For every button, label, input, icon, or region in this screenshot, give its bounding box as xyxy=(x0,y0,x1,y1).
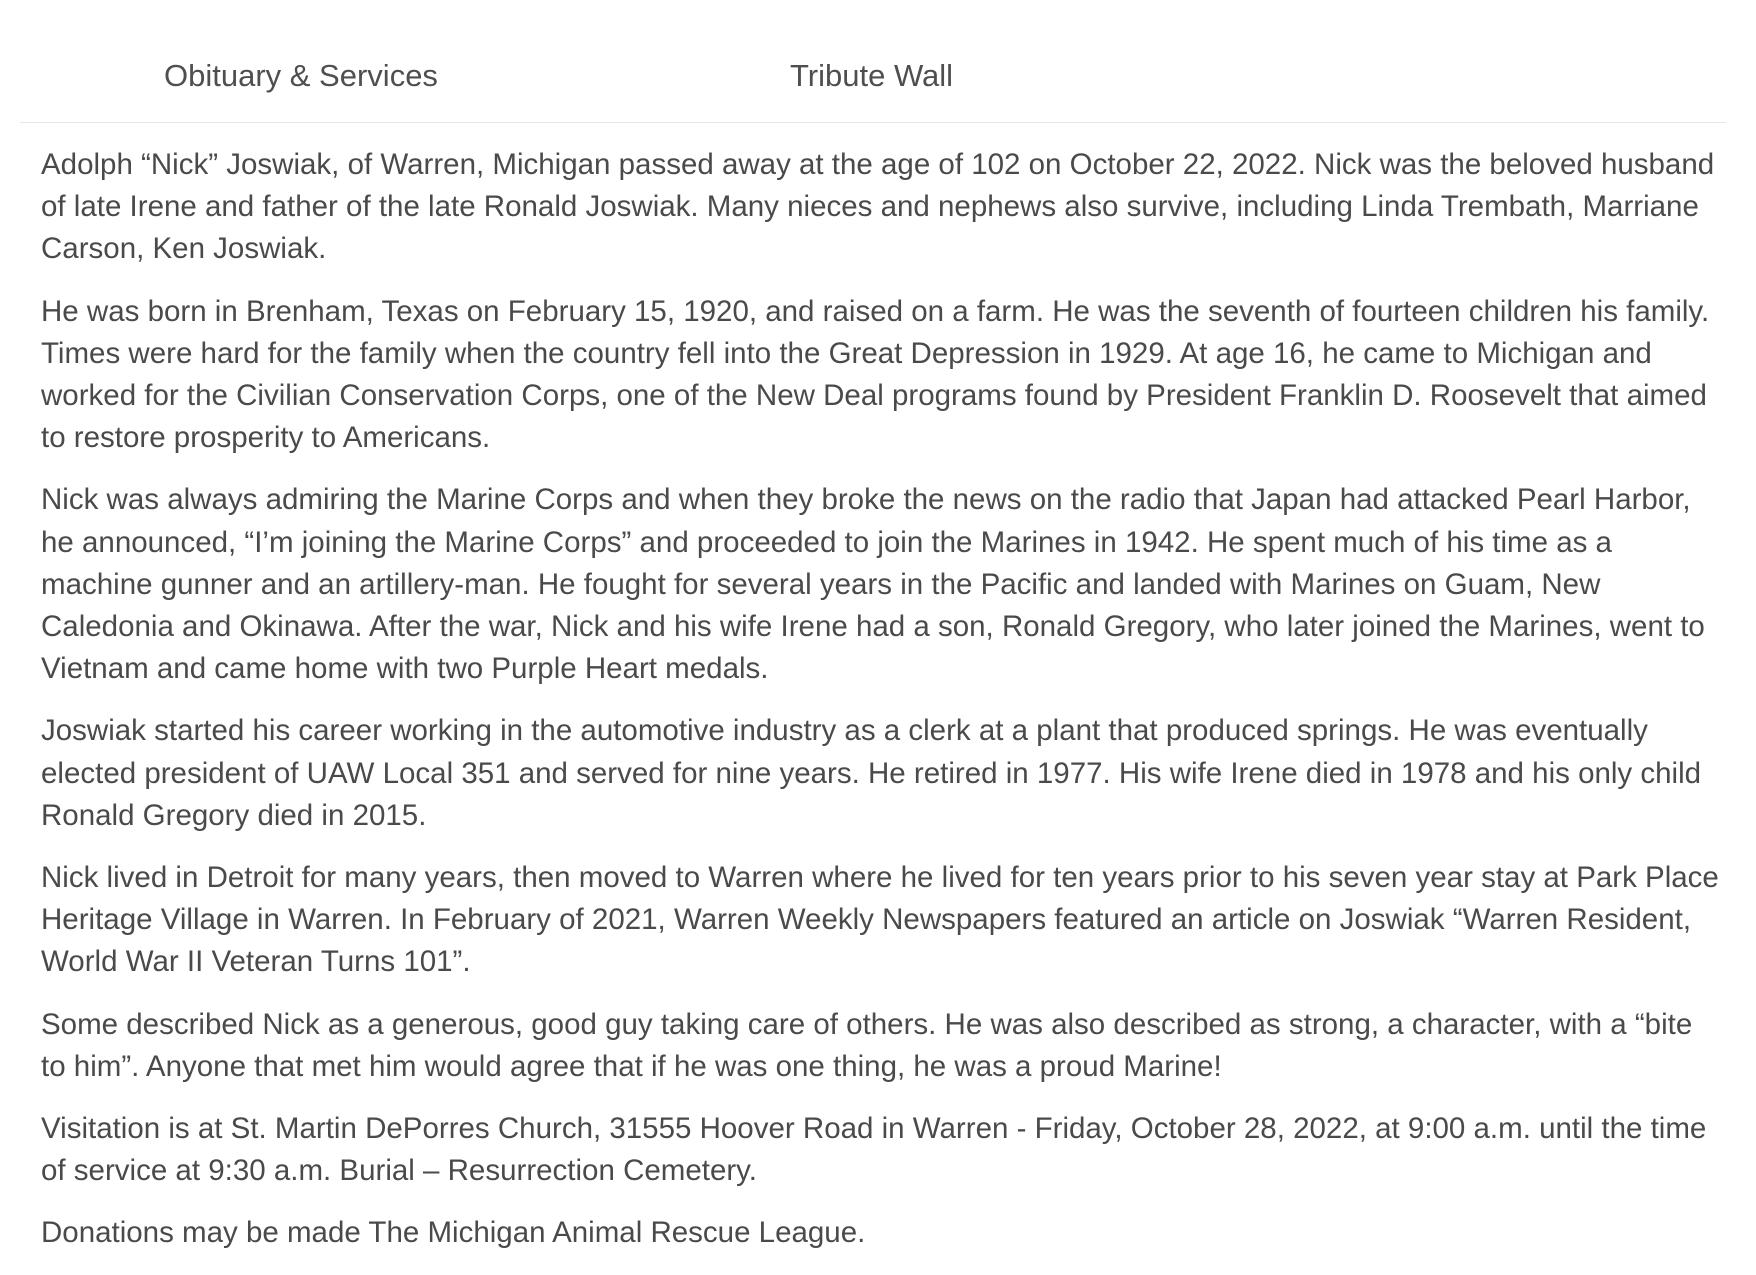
obituary-paragraph: Adolph “Nick” Joswiak, of Warren, Michigan passed away at the age of 102 on October 22, 2022. Nick was the beloved husband of late Irene and father of the late Ronald Joswiak. Many nieces and nephews also survive, including Linda Trembath, Marriane Carson, Ken Joswiak. xyxy=(41,148,1715,266)
obituary-paragraph: Nick was always admiring the Marine Corps and when they broke the news on the radio that Japan had attacked Pearl Harbor, he announced, “I’m joining the Marine Corps” and proceeded to join the Marines in 1942. He spent much of his time as a machine gunner and an artillery-man. He fought for several years in the Pacific and landed with Marines on Guam, New Caledonia and Okinawa. After the war, Nick and his wife Irene had a son, Ronald Gregory, who later joined the Marines, went to Vietnam and came home with two Purple Heart medals. xyxy=(41,483,1705,686)
obituary-paragraph: He was born in Brenham, Texas on February 15, 1920, and raised on a farm. He was the seventh of fourteen children his family. Times were hard for the family when the country fell into the Great Depression in 1929. At age 16, he came to Michigan and worked for the Civilian Conservation Corps, one of the New Deal programs found by President Franklin D. Roosevelt that aimed to restore prosperity to Americans. xyxy=(41,294,1710,455)
obituary-paragraph: Donations may be made The Michigan Animal Rescue League. xyxy=(41,1216,866,1250)
tab-tribute-wall[interactable]: Tribute Wall xyxy=(790,58,954,93)
obituary-paragraph: Visitation is at St. Martin DePorres Church, 31555 Hoover Road in Warren - Friday, October 28, 2022, at 9:00 a.m. until the time of service at 9:30 a.m. Burial – Resurrection Cemetery. xyxy=(41,1112,1707,1188)
obituary-text xyxy=(41,144,1721,1275)
tab-obituary-services[interactable]: Obituary & Services xyxy=(164,58,438,93)
tab-bar xyxy=(20,0,1726,123)
obituary-paragraph: Nick lived in Detroit for many years, then moved to Warren where he lived for ten years prior to his seven year stay at Park Place Heritage Village in Warren. In February of 2021, Warren Weekly Newspapers featured an article on Joswiak “Warren Resident, World War II Veteran Turns 101”. xyxy=(41,861,1719,979)
obituary-paragraph: Some described Nick as a generous, good guy taking care of others. He was also described as strong, a character, with a “bite to him”. Anyone that met him would agree that if he was one thing, he was a proud Marine! xyxy=(41,1007,1693,1083)
obituary-paragraph: Joswiak started his career working in the automotive industry as a clerk at a plant that produced springs. He was eventually elected president of UAW Local 351 and served for nine years. He retired in 1977. His wife Irene died in 1978 and his only child Ronald Gregory died in 2015. xyxy=(41,714,1702,832)
